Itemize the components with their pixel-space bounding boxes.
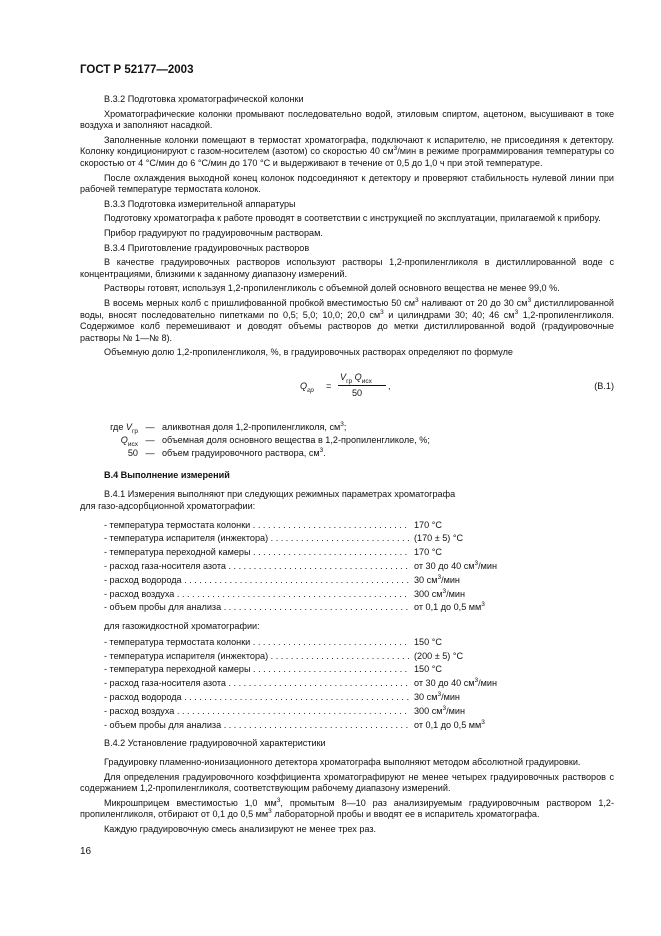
where-row: 50 — объем градуировочного раствора, $см^3$.: [80, 447, 614, 460]
param-row: - расход водорода . . . 30 $см^3$/мин: [104, 691, 614, 705]
param-row: - температура термостата колонки . . . 170 °С: [104, 519, 614, 533]
param-row: - расход воздуха . . . 300 $см^3$/мин: [104, 588, 614, 602]
section-title-b4: В.4 Выполнение измерений: [104, 469, 230, 480]
where-symbol: $Q_{исх}$: [120, 434, 138, 448]
formula-numerator: $V_{гр}$ $Q_{исх}$: [340, 371, 372, 385]
param-row: - расход воздуха . . . 300 $см^3$/мин: [104, 705, 614, 719]
document-header: ГОСТ Р 52177—2003: [80, 64, 194, 76]
param-row: - температура переходной камеры . . . 150 °С: [104, 663, 614, 677]
param-list-gas-adsorption: [80, 519, 614, 616]
paragraph: Хроматографические колонки промывают последовательно водой, этиловым спиртом, ацетоном, высушивают в токе воздуха и заполняют насадкой.: [80, 108, 614, 131]
param-row: - расход водорода . . . 30 $см^3$/мин: [104, 574, 614, 588]
param-row: - температура термостата колонки . . . 150 °С: [104, 636, 614, 650]
where-block: [80, 421, 614, 460]
where-symbol: где $V_{гр}$: [110, 421, 138, 435]
formula-denominator: 50: [352, 387, 363, 398]
paragraph: Микрошприцем вместимостью 1,0 $мм^3$, промытым 8—10 раз анализируемым градуировочным раствором 1,2-пропиленгликоля, отбирают от 0,1 до 0,5 $мм^3$ лабораторной пробы и вводят ее в испаритель хроматографа.: [80, 796, 614, 820]
param-row: - объем пробы для анализа . . . от 0,1 до 0,5 $мм^3$: [104, 601, 614, 615]
paragraph: Объемную долю 1,2-пропиленгликоля, %, в градуировочных растворах определяют по формуле: [104, 347, 513, 358]
where-desc: аликвотная доля 1,2-пропиленгликоля, $см^3$;: [162, 420, 347, 432]
paragraph: Градуировку пламенно-ионизационного детектора хроматографа выполняют методом абсолютной градуировки.: [104, 757, 581, 767]
paragraph: Каждую градуировочную смесь анализируют не менее трех раз.: [104, 823, 377, 834]
param-row: - температура испарителя (инжектора) . . . (200 ± 5) °С: [104, 650, 614, 664]
where-symbol: 50: [127, 447, 138, 458]
param-row: - расход газа-носителя азота . . . от 30 до 40 $см^3$/мин: [104, 560, 614, 574]
document-body: [80, 94, 614, 839]
paragraph: В качестве градуировочных растворов используют растворы 1,2-пропиленгликоля в дистиллированной воде с концентрациями, близкими к заданному диапазону измерений.: [80, 257, 614, 279]
paragraph: Подготовку хроматографа к работе проводят в соответствии с инструкцией по эксплуатации, прилагаемой к прибору.: [104, 213, 601, 224]
formula-b1: [80, 367, 614, 413]
paragraph: В восемь мерных колб с пришлифованной пробкой вместимостью 50 $см^3$ наливают от 20 до 30 $см^3$ дистиллированной воды, вносят последовательно пипетками по 0,5; 5,0; 10,0; 20,0 $см^3$ и цилиндрами 30; 40; 46 $см^3$ 1,2-пропиленгликоля. Содержимое колб перемешивают и доводят объемы растворов до метки дистиллированной водой (градуировочные растворы № 1—№ 8).: [80, 296, 614, 343]
paragraph: Растворы готовят, используя 1,2-пропиленгликоль с объемной долей основного вещества не менее 99,0 %.: [104, 283, 560, 294]
formula-equals: =: [326, 380, 332, 391]
label-gas-adsorption: для газо-адсорбционной хроматографии:: [80, 501, 256, 512]
where-desc: объем градуировочного раствора, $см^3$.: [162, 446, 326, 458]
fraction-bar: [338, 385, 386, 386]
where-row: где $V_{гр}$ — аликвотная доля 1,2-пропиленгликоля, $см^3$;: [80, 421, 614, 434]
formula-comma: ,: [388, 380, 391, 391]
paragraph: В.4.1 Измерения выполняют при следующих режимных параметрах хроматографа: [104, 489, 456, 500]
param-list-gas-liquid: [80, 636, 614, 733]
section-title-b33: В.3.3 Подготовка измерительной аппаратуры: [104, 198, 296, 209]
label-gas-liquid: для газожидкостной хроматографии:: [104, 621, 260, 632]
param-row: - объем пробы для анализа . . . от 0,1 до 0,5 $мм^3$: [104, 719, 614, 733]
param-row: - температура переходной камеры . . . 170 °С: [104, 546, 614, 560]
param-row: - температура испарителя (инжектора) . . . (170 ± 5) °С: [104, 532, 614, 546]
section-title-b34: В.3.4 Приготовление градуировочных растворов: [104, 242, 310, 253]
where-row: $Q_{исх}$ — объемная доля основного вещества в 1,2-пропиленгликоле, %;: [80, 434, 614, 447]
param-row: - расход газа-носителя азота . . . от 30 до 40 $см^3$/мин: [104, 677, 614, 691]
section-title-b32: В.3.2 Подготовка хроматографической колонки: [104, 94, 304, 104]
where-desc: объемная доля основного вещества в 1,2-пропиленгликоле, %;: [162, 434, 430, 445]
paragraph: Прибор градуируют по градуировочным растворам.: [104, 227, 323, 238]
page-number: 16: [80, 846, 92, 857]
paragraph: После охлаждения выходной конец колонок подсоединяют к детектору и проверяют стабильность нулевой линии при рабочей температуре термостата колонок.: [80, 172, 614, 195]
formula-lhs: $Q_{гр}$: [300, 380, 314, 394]
formula-number: (В.1): [594, 380, 614, 391]
paragraph: Заполненные колонки помещают в термостат хроматографа, подключают к испарителю, не присоединяя к детектору. Колонку кондиционируют с газом-носителем (азотом) со скоростью 40 $см^3$/мин в режиме программирования температуры со скоростью от 4 °С/мин до 6 °С/мин до 170 °С и выдерживают в течение от 0,5 до 1,0 ч при этой температуре.: [80, 134, 614, 168]
paragraph: Для определения градуировочного коэффициента хроматографируют не менее четырех градуировочных растворов с содержанием 1,2-пропиленгликоля, соответствующим рабочему диапазону измерений.: [80, 771, 614, 794]
section-title-b42: В.4.2 Установление градуировочной характеристики: [104, 738, 326, 749]
